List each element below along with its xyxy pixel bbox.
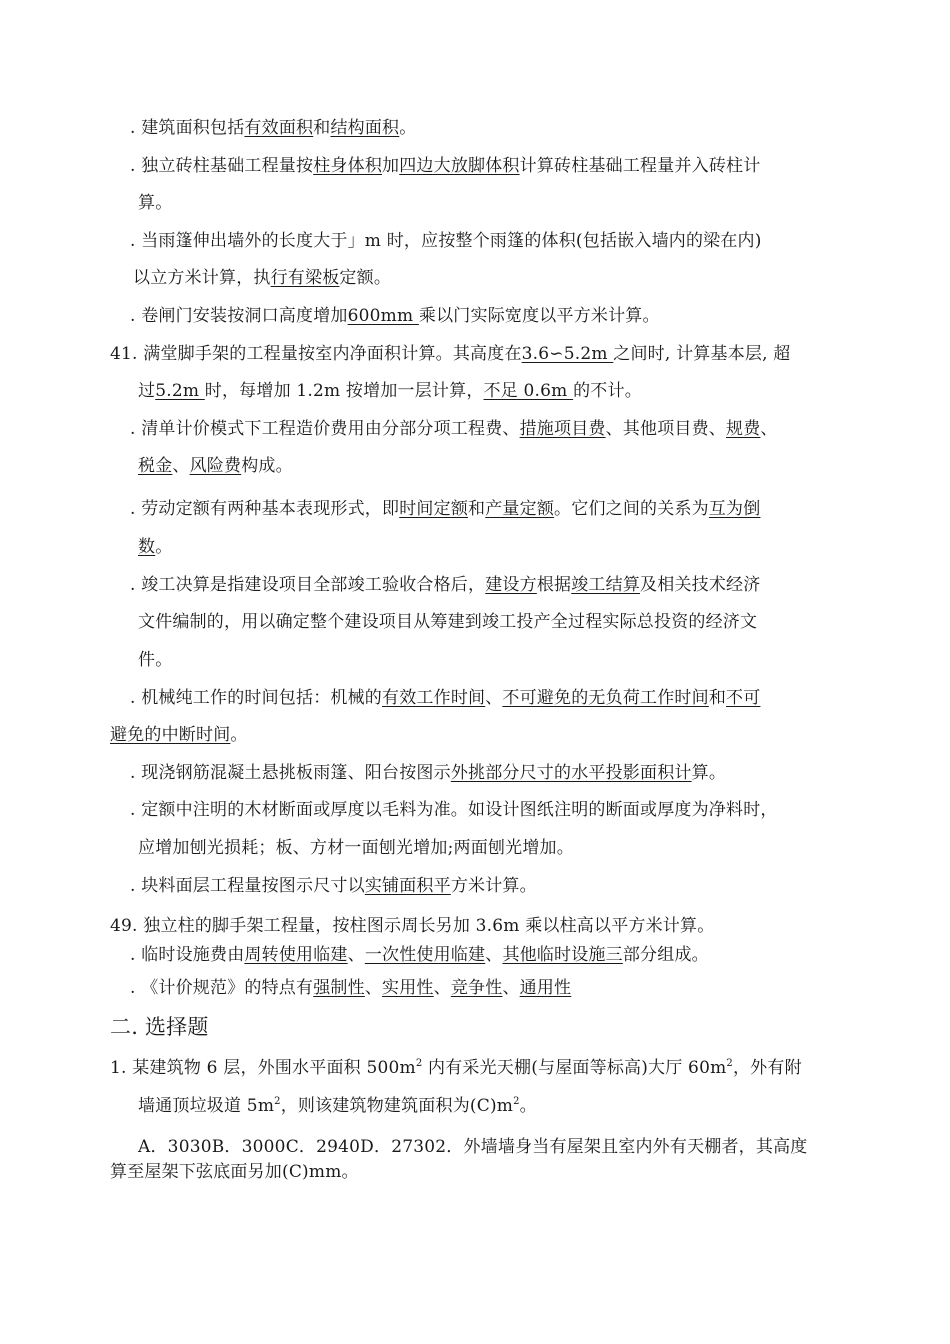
answer: 其他临时设施三	[502, 945, 623, 965]
answer: 实用性	[382, 978, 434, 998]
answer: 实铺面积平	[364, 876, 451, 896]
answer: 通用性	[519, 978, 572, 998]
fill-item-8: . 竣工决算是指建设项目全部竣工验收合格后，建设方根据竣工结算及相关技术经济	[130, 575, 761, 595]
answer: 强制性	[313, 978, 365, 998]
answer: 一次性使用临建	[364, 945, 486, 965]
answer: 不足 0.6m	[483, 381, 574, 401]
fill-item-12: . 块料面层工程量按图示尺寸以实铺面积平方米计算。	[130, 876, 537, 896]
fill-item-49: 49. 独立柱的脚手架工程量，按柱图示周长另加 3.6m 乘以柱高以平方米计算。	[110, 916, 715, 936]
fill-item-41-cont: 过5.2m 时，每增加 1.2m 按增加一层计算，不足 0.6m 的不计。	[138, 381, 642, 401]
answer: 规费	[726, 419, 761, 439]
fill-item-6-cont: 税金、风险费构成。	[138, 456, 293, 476]
fill-item-15: . 《计价规范》的特点有强制性、实用性、竞争性、通用性	[130, 978, 572, 998]
answer: 不可	[726, 688, 761, 708]
answer: 税金	[138, 456, 173, 476]
answer: 有效工作时间	[382, 688, 486, 708]
answer: 避免的中断时间	[110, 725, 231, 745]
fill-item-3: . 当雨篷伸出墙外的长度大于」m 时，应按整个雨篷的体积(包括嵌入墙内的梁在内)	[130, 231, 762, 251]
answer: 数	[138, 537, 156, 557]
fill-item-11: . 定额中注明的木材断面或厚度以毛料为准。如设计图纸注明的断面或厚度为净料时，	[130, 800, 778, 820]
answer: 行有梁板	[270, 268, 340, 288]
fill-item-14: . 临时设施费由周转使用临建、一次性使用临建、其他临时设施三部分组成。	[130, 945, 709, 965]
question-2-cont: 算至屋架下弦底面另加(C)mm。	[110, 1162, 359, 1182]
answer: 周转使用临建	[244, 945, 348, 965]
fill-item-9: . 机械纯工作的时间包括：机械的有效工作时间、不可避免的无负荷工作时间和不可	[130, 688, 761, 708]
fill-item-8-cont2: 件。	[138, 650, 173, 670]
question-1: 1. 某建筑物 6 层，外围水平面积 $500m^2$ 内有采光天棚(与屋面等标高)大厅 $60m^2$，外有附	[110, 1058, 802, 1078]
answer: 措施项目费	[519, 419, 606, 439]
question-1-cont: 墙通顶垃圾道 $5m^2$，则该建筑物建筑面积为$(C)m^2$。	[138, 1096, 537, 1116]
fill-item-11-cont: 应增加刨光损耗；板、方材一面刨光增加;两面刨光增加。	[138, 838, 574, 858]
question-1-options: A．3030B．3000C．2940D．27302．外墙墙身当有屋架且室内外有天棚者，其高度	[138, 1137, 808, 1157]
fill-item-9-cont: 避免的中断时间。	[110, 725, 248, 745]
fill-item-7: . 劳动定额有两种基本表现形式，即时间定额和产量定额。它们之间的关系为互为倒	[130, 499, 761, 519]
answer: 5.2m	[155, 381, 205, 401]
answer: 四边大放脚体积	[399, 156, 520, 176]
fill-item-41: 41. 满堂脚手架的工程量按室内净面积计算。其高度在3.6∽5.2m 之间时, 计算基本层, 超	[110, 344, 791, 364]
section-heading: 二. 选择题	[110, 1015, 209, 1039]
answer: 外挑部分尺寸的水平投影面积计	[450, 763, 692, 783]
answer: 不可避免的无负荷工作时间	[502, 688, 709, 708]
answer: 3.6∽5.2m	[521, 344, 614, 364]
answer: 建设方	[485, 575, 537, 595]
answer: 有效面积	[244, 118, 314, 138]
answer: 时间定额	[399, 499, 469, 519]
answer: 柱身体积	[313, 156, 383, 176]
answer: 结构面积	[330, 118, 400, 138]
fill-item-3-cont: 以立方米计算，执行有梁板定额。	[133, 268, 392, 288]
fill-item-4: . 卷闸门安装按洞口高度增加600mm 乘以门实际宽度以平方米计算。	[130, 306, 660, 326]
answer: 竞争性	[450, 978, 503, 998]
fill-item-2: . 独立砖柱基础工程量按柱身体积加四边大放脚体积计算砖柱基础工程量并入砖柱计	[130, 156, 761, 176]
answer: 产量定额	[485, 499, 555, 519]
answer: 互为倒	[708, 499, 761, 519]
fill-item-1: . 建筑面积包括有效面积和结构面积。	[130, 118, 417, 138]
fill-item-8-cont: 文件编制的，用以确定整个建设项目从筹建到竣工投产全过程实际总投资的经济文	[138, 612, 758, 632]
answer: 竣工结算	[571, 575, 641, 595]
answer: 600mm	[347, 306, 419, 326]
fill-item-2-cont: 算。	[138, 193, 173, 213]
fill-item-7-cont: 数。	[138, 537, 173, 557]
fill-item-6: . 清单计价模式下工程造价费用由分部分项工程费、措施项目费、其他项目费、规费、	[130, 419, 778, 439]
fill-item-10: . 现浇钢筋混凝土悬挑板雨篷、阳台按图示外挑部分尺寸的水平投影面积计算。	[130, 763, 727, 783]
answer: 风险费	[189, 456, 242, 476]
